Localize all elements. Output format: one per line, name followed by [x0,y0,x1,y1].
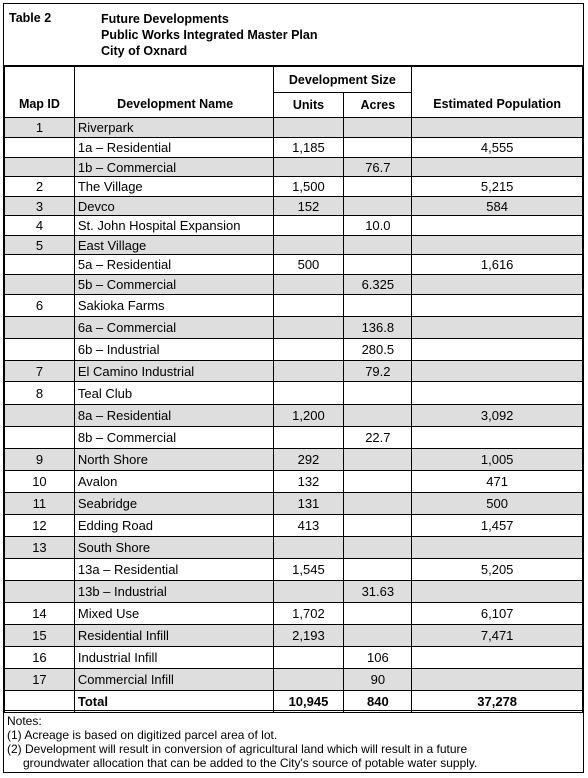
table-row [5,537,583,559]
cell-units: 1,500 [273,177,344,197]
cell-population: 500 [412,493,583,515]
table-row [5,625,583,647]
cell-development-name: St. John Hospital Expansion [74,216,273,236]
table-row [5,471,583,493]
cell-map-id [5,158,75,177]
cell-population [412,295,583,317]
table-title [101,11,318,59]
cell-development-name: East Village [74,236,273,255]
table-row [5,603,583,625]
cell-development-name: 5a – Residential [74,255,273,275]
table-row [5,236,583,255]
cell-map-id: 8 [5,382,75,405]
cell-development-name: 1b – Commercial [74,158,273,177]
cell-population [412,427,583,449]
cell-acres [344,515,412,537]
table-title-block [4,4,583,66]
cell-population [412,382,583,405]
cell-development-name: 5b – Commercial [74,275,273,295]
cell-map-id: 2 [5,177,75,197]
table-number: Table 2 [9,11,52,25]
cell-map-id: 6 [5,295,75,317]
col-development-name: Development Name [74,67,273,118]
cell-development-name: Residential Infill [74,625,273,647]
table-row [5,295,583,317]
cell-acres [344,625,412,647]
cell-acres [344,449,412,471]
cell-development-name: 8b – Commercial [74,427,273,449]
cell-population [412,669,583,691]
cell-population: 584 [412,197,583,216]
cell-map-id [5,427,75,449]
table-row [5,118,583,138]
cell-acres [344,118,412,138]
cell-map-id: 3 [5,197,75,216]
cell-population: 1,457 [412,515,583,537]
cell-development-name: El Camino Industrial [74,361,273,382]
cell-development-name: Commercial Infill [74,669,273,691]
cell-acres [344,493,412,515]
cell-acres [344,382,412,405]
cell-population [412,537,583,559]
cell-development-name: 13a – Residential [74,559,273,581]
cell-map-id: 15 [5,625,75,647]
cell-units [273,537,344,559]
cell-development-name: Sakioka Farms [74,295,273,317]
total-label: Total [74,691,273,713]
cell-population [412,361,583,382]
table-row [5,515,583,537]
table-row [5,669,583,691]
cell-development-name: Devco [74,197,273,216]
cell-map-id: 17 [5,669,75,691]
cell-population: 5,205 [412,559,583,581]
cell-units [273,295,344,317]
cell-map-id: 4 [5,216,75,236]
cell-units: 152 [273,197,344,216]
cell-population: 5,215 [412,177,583,197]
cell-population: 1,005 [412,449,583,471]
cell-map-id: 9 [5,449,75,471]
header-row-top [5,67,583,93]
cell-development-name: Riverpark [74,118,273,138]
cell-map-id: 13 [5,537,75,559]
cell-map-id [5,559,75,581]
cell-units: 131 [273,493,344,515]
cell-units: 1,200 [273,405,344,427]
cell-units [273,236,344,255]
table-row [5,177,583,197]
table-frame [3,3,584,773]
cell-acres: 79.2 [344,361,412,382]
cell-map-id [5,405,75,427]
cell-units [273,382,344,405]
cell-units [273,647,344,669]
cell-units: 2,193 [273,625,344,647]
table-row [5,405,583,427]
cell-acres [344,236,412,255]
total-acres: 840 [344,691,412,713]
cell-acres: 31.63 [344,581,412,603]
cell-units: 1,702 [273,603,344,625]
cell-acres [344,295,412,317]
cell-population: 4,555 [412,138,583,158]
cell-population: 3,092 [412,405,583,427]
cell-units: 1,185 [273,138,344,158]
cell-map-id: 7 [5,361,75,382]
notes-heading: Notes: [7,714,42,728]
cell-units [273,361,344,382]
cell-acres [344,197,412,216]
title-line-3: City of Oxnard [101,44,188,58]
table-row [5,197,583,216]
cell-development-name: North Shore [74,449,273,471]
table-row [5,158,583,177]
cell-map-id [5,581,75,603]
col-map-id: Map ID [5,67,75,118]
cell-units [273,158,344,177]
cell-acres [344,405,412,427]
cell-map-id [5,138,75,158]
cell-map-id [5,275,75,295]
col-acres: Acres [344,93,412,118]
cell-acres [344,603,412,625]
cell-map-id: 11 [5,493,75,515]
cell-units [273,275,344,295]
cell-population: 7,471 [412,625,583,647]
title-line-1: Future Developments [101,12,229,26]
cell-acres: 10.0 [344,216,412,236]
table-row [5,138,583,158]
cell-units [273,317,344,339]
cell-development-name: Industrial Infill [74,647,273,669]
cell-units [273,216,344,236]
cell-population [412,317,583,339]
cell-units [273,581,344,603]
note-1: (1) Acreage is based on digitized parcel area of lot. [7,728,278,742]
table-row [5,427,583,449]
cell-population [412,236,583,255]
cell-acres: 76.7 [344,158,412,177]
cell-units [273,669,344,691]
table-row [5,275,583,295]
cell-population: 6,107 [412,603,583,625]
cell-population [412,581,583,603]
cell-population [412,118,583,138]
total-units: 10,945 [273,691,344,713]
cell-development-name: Seabridge [74,493,273,515]
cell-map-id [5,317,75,339]
title-line-2: Public Works Integrated Master Plan [101,28,318,42]
cell-map-id [5,339,75,361]
cell-units: 413 [273,515,344,537]
cell-development-name: 6b – Industrial [74,339,273,361]
cell-development-name: Edding Road [74,515,273,537]
cell-development-name: 6a – Commercial [74,317,273,339]
cell-acres: 136.8 [344,317,412,339]
cell-units: 1,545 [273,559,344,581]
cell-acres [344,471,412,493]
cell-development-name: Mixed Use [74,603,273,625]
cell-map-id: 1 [5,118,75,138]
cell-population [412,275,583,295]
cell-development-name: 1a – Residential [74,138,273,158]
table-row [5,255,583,275]
cell-acres [344,559,412,581]
cell-acres [344,138,412,158]
cell-map-id: 12 [5,515,75,537]
cell-development-name: South Shore [74,537,273,559]
cell-acres: 6.325 [344,275,412,295]
cell-map-id: 10 [5,471,75,493]
cell-development-name: Teal Club [74,382,273,405]
table-row [5,493,583,515]
cell-units [273,427,344,449]
cell-map-id: 16 [5,647,75,669]
table-row [5,647,583,669]
developments-table [4,66,583,713]
table-row [5,559,583,581]
col-units: Units [273,93,344,118]
table-row [5,317,583,339]
cell-units: 132 [273,471,344,493]
cell-development-name: The Village [74,177,273,197]
cell-acres [344,177,412,197]
cell-population [412,647,583,669]
cell-map-id: 5 [5,236,75,255]
cell-acres: 90 [344,669,412,691]
cell-acres: 280.5 [344,339,412,361]
table-row [5,449,583,471]
cell-population [412,216,583,236]
note-2: (2) Development will result in conversion of agricultural land which will result in a future [7,742,468,756]
col-estimated-population: Estimated Population [412,67,583,118]
table-row [5,339,583,361]
cell-units: 500 [273,255,344,275]
cell-acres: 22.7 [344,427,412,449]
cell-units: 292 [273,449,344,471]
note-2-continued: groundwater allocation that can be added to the City's source of potable water supply. [23,756,478,770]
cell-population: 471 [412,471,583,493]
total-population: 37,278 [412,691,583,713]
notes-section [4,710,583,770]
cell-population [412,339,583,361]
cell-units [273,339,344,361]
cell-units [273,118,344,138]
table-row [5,216,583,236]
cell-map-id: 14 [5,603,75,625]
cell-population: 1,616 [412,255,583,275]
table-row [5,382,583,405]
table-row [5,361,583,382]
cell-development-name: 13b – Industrial [74,581,273,603]
cell-map-id [5,255,75,275]
col-development-size: Development Size [273,67,412,93]
table-body [5,118,583,691]
cell-acres: 106 [344,647,412,669]
cell-development-name: 8a – Residential [74,405,273,427]
cell-development-name: Avalon [74,471,273,493]
cell-population [412,158,583,177]
table-row [5,581,583,603]
cell-acres [344,537,412,559]
cell-acres [344,255,412,275]
